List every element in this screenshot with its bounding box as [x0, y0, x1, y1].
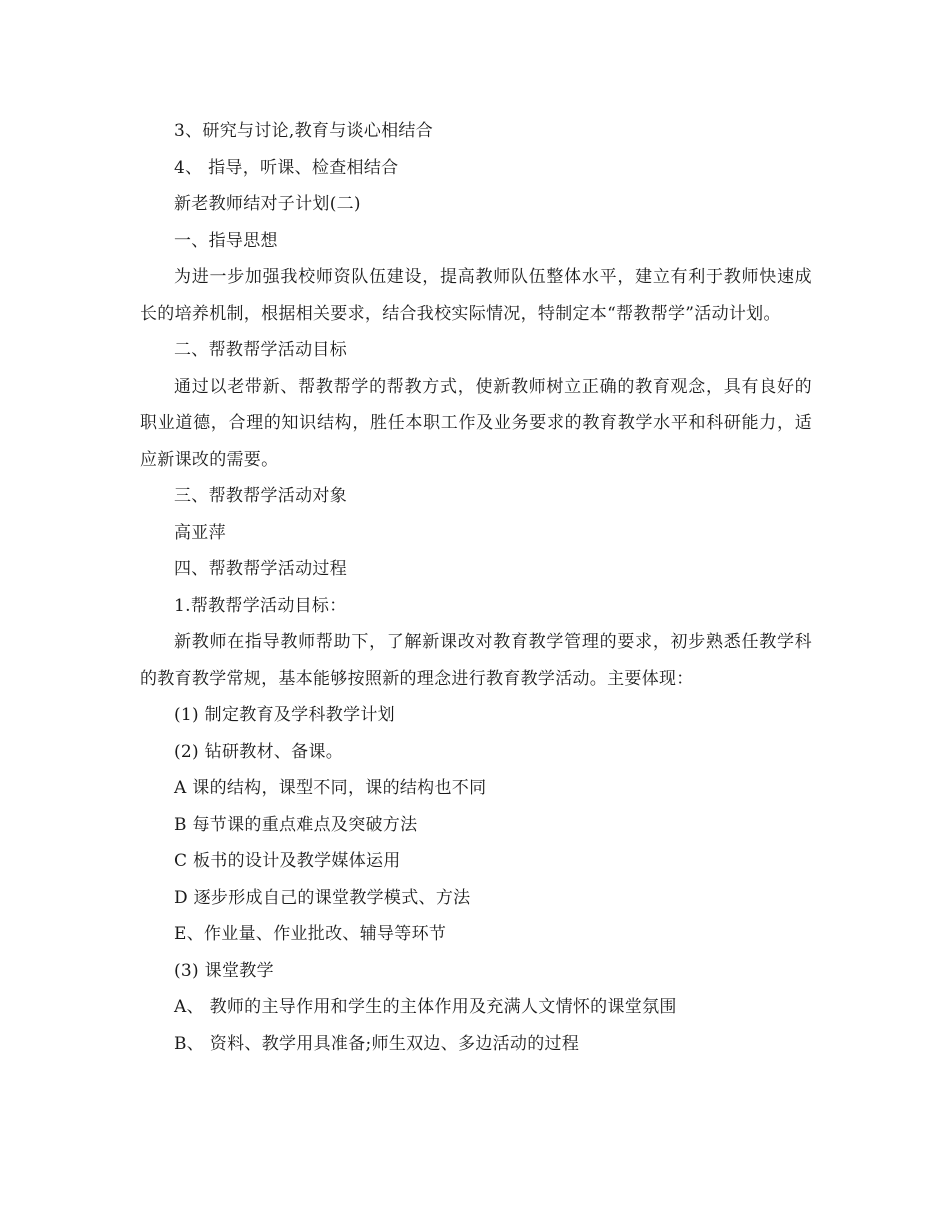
paragraph-guiding-ideology: 为进一步加强我校师资队伍建设，提高教师队伍整体水平，建立有利于教师快速成长的培养机制，根据相关要求，结合我校实际情况，特制定本“帮教帮学”活动计划。 — [140, 267, 812, 324]
heading-activity-process: 四、帮教帮学活动过程 — [174, 559, 347, 579]
heading-activity-goals: 二、帮教帮学活动目标 — [174, 340, 347, 360]
list-item-materials: B、 资料、教学用具准备;师生双边、多边活动的过程 — [174, 1033, 580, 1054]
list-item-teaching-plan: (1) 制定教育及学科教学计划 — [174, 705, 395, 725]
paragraph-item-3: 3、研究与讨论,教育与谈心相结合 — [174, 121, 434, 141]
heading-guiding-ideology: 一、指导思想 — [174, 230, 278, 251]
paragraph-process-goals: 新教师在指导教师帮助下，了解新课改对教育教学管理的要求，初步熟悉任教学科的教育教学常规，基本能够按照新的理念进行教育教学活动。主要体现： — [140, 632, 812, 689]
list-item-key-points: B 每节课的重点难点及突破方法 — [174, 814, 418, 835]
list-item-board-design: C 板书的设计及教学媒体运用 — [174, 851, 401, 871]
section-title: 新老教师结对子计划(二) — [174, 194, 361, 214]
document-body — [140, 113, 812, 1062]
subheading-process-goals: 1.帮教帮学活动目标： — [174, 595, 347, 616]
list-item-lesson-structure: A 课的结构，课型不同，课的结构也不同 — [174, 778, 487, 798]
list-item-leading-role: A、 教师的主导作用和学生的主体作用及充满人文情怀的课堂氛围 — [174, 997, 677, 1017]
list-item-classroom-teaching: (3) 课堂教学 — [174, 960, 274, 981]
list-item-lesson-prep: (2) 钻研教材、备课。 — [174, 741, 344, 762]
paragraph-item-4: 4、 指导，听课、检查相结合 — [174, 157, 399, 178]
list-item-homework: E、作业量、作业批改、辅导等环节 — [174, 924, 447, 944]
target-person-name: 高亚萍 — [174, 522, 226, 543]
list-item-teaching-mode: D 逐步形成自己的课堂教学模式、方法 — [174, 887, 471, 908]
paragraph-activity-goals: 通过以老带新、帮教帮学的帮教方式，使新教师树立正确的教育观念，具有良好的职业道德，合理的知识结构，胜任本职工作及业务要求的教育教学水平和科研能力，适应新课改的需要。 — [140, 376, 812, 470]
heading-activity-target: 三、帮教帮学活动对象 — [174, 486, 347, 506]
